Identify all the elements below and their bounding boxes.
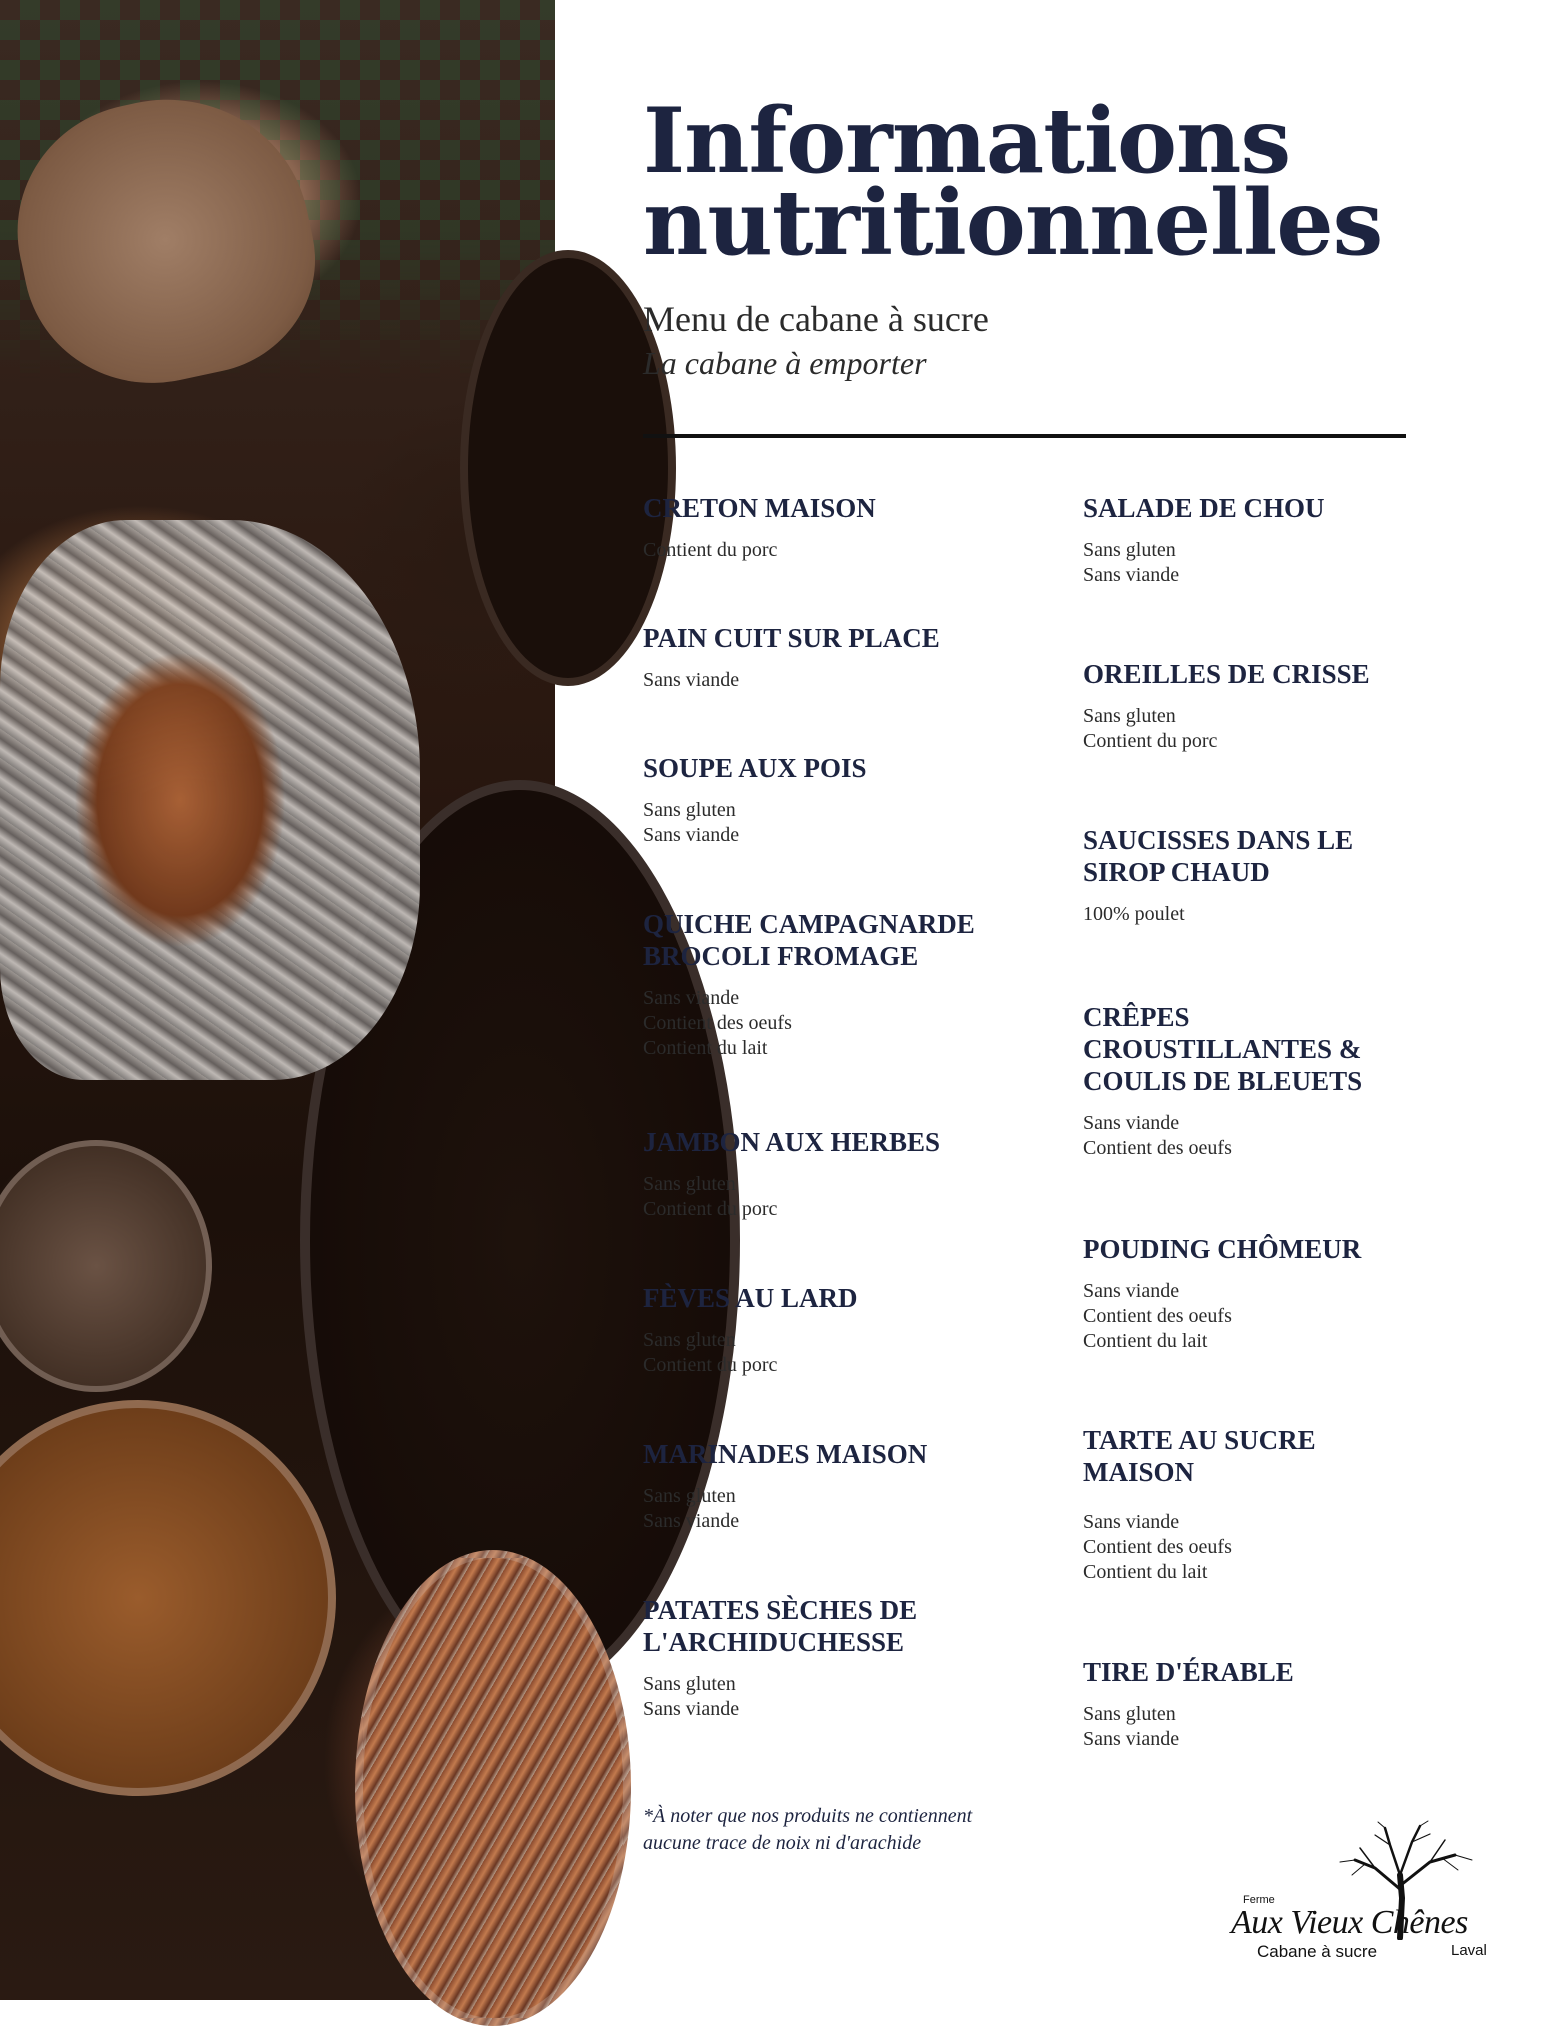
menu-item-tag: Sans viande <box>1083 1728 1180 1750</box>
menu-item-tag: Contient du porc <box>643 539 778 561</box>
menu-item-tag: Contient des oeufs <box>1083 1137 1232 1159</box>
menu-item-name: SOUPE AUX POIS <box>643 753 867 783</box>
menu-item-tag: Sans viande <box>643 987 740 1009</box>
menu-item-name-line: PATATES SÈCHES DE <box>643 1595 918 1625</box>
menu-item <box>1083 824 1503 927</box>
menu-item-tags <box>1083 1111 1503 1161</box>
menu-item-tag: Sans viande <box>1083 1112 1180 1134</box>
menu-item <box>643 622 1063 693</box>
menu-item-tags <box>1083 1510 1503 1585</box>
menu-item-name: JAMBON AUX HERBES <box>643 1127 941 1157</box>
menu-item-tags <box>1083 1279 1503 1354</box>
title-line-2: nutritionnelles <box>643 170 1383 276</box>
menu-item-name-line: COULIS DE BLEUETS <box>1083 1066 1363 1096</box>
foil-wrapped-dish <box>0 520 420 1080</box>
footnote-line-2: aucune trace de noix ni d'arachide <box>643 1832 922 1854</box>
menu-item-tag: Contient des oeufs <box>643 1012 792 1034</box>
menu-item-tag: Sans viande <box>1083 1280 1180 1302</box>
menu-item <box>643 1594 1063 1722</box>
menu-item-tag: Sans gluten <box>1083 539 1176 561</box>
menu-item-tags <box>1083 1702 1503 1752</box>
footnote-line-1: *À noter que nos produits ne contiennent <box>643 1805 973 1827</box>
menu-item-tags <box>643 986 1063 1061</box>
menu-item-name: FÈVES AU LARD <box>643 1283 858 1313</box>
menu-item-tag: Sans viande <box>1083 564 1180 586</box>
menu-item-tags <box>643 798 1063 848</box>
menu-item <box>1083 492 1503 588</box>
subtitle-italic: La cabane à emporter <box>643 345 927 381</box>
menu-item-tag: Sans gluten <box>643 799 736 821</box>
menu-item-tag: Contient du lait <box>643 1037 768 1059</box>
menu-item-tag: Contient du porc <box>643 1354 778 1376</box>
menu-item-name: PAIN CUIT SUR PLACE <box>643 623 940 653</box>
menu-item-name: OREILLES DE CRISSE <box>1083 659 1370 689</box>
menu-item <box>643 752 1063 848</box>
menu-item-name-line: L'ARCHIDUCHESSE <box>643 1627 905 1657</box>
menu-item-tags <box>643 668 1063 693</box>
menu-item-tag: 100% poulet <box>1083 903 1185 925</box>
logo-tagline: Cabane à sucre <box>1257 1942 1378 1961</box>
menu-item <box>1083 1233 1503 1354</box>
farm-logo <box>1225 1820 1505 1970</box>
menu-item-tag: Contient des oeufs <box>1083 1305 1232 1327</box>
menu-item-tags <box>643 538 1063 563</box>
menu-item <box>643 908 1063 1061</box>
logo-place: Laval <box>1451 1942 1487 1959</box>
menu-item-tag: Contient du porc <box>1083 730 1218 752</box>
menu-item-tags <box>643 1328 1063 1378</box>
page-title <box>643 88 1503 276</box>
menu-item <box>643 1438 1063 1534</box>
menu-item-tags <box>1083 704 1503 754</box>
menu-item-name <box>1083 1424 1503 1488</box>
menu-item <box>643 1282 1063 1378</box>
subtitle: Menu de cabane à sucre <box>643 299 989 339</box>
menu-item-name-line: CRÊPES <box>1083 1002 1190 1032</box>
menu-item-tag: Sans gluten <box>643 1485 736 1507</box>
menu-item <box>1083 658 1503 754</box>
menu-item-tags <box>1083 538 1503 588</box>
soup-bowl <box>0 1400 336 1796</box>
menu-item-tag: Contient des oeufs <box>1083 1536 1232 1558</box>
menu-item-name: SALADE DE CHOU <box>1083 493 1325 523</box>
title-line-1: Informations <box>643 88 1291 194</box>
small-bowl <box>0 1140 212 1392</box>
menu-item-tag: Sans viande <box>643 824 740 846</box>
menu-item-tag: Contient du lait <box>1083 1330 1208 1352</box>
menu-item <box>643 492 1063 563</box>
logo-prefix: Ferme <box>1243 1894 1275 1906</box>
coleslaw-bowl <box>355 1550 631 2026</box>
menu-item-tag: Sans gluten <box>643 1673 736 1695</box>
logo-name: Aux Vieux Chênes <box>1231 1904 1468 1941</box>
menu-item-tags <box>643 1484 1063 1534</box>
menu-item <box>1083 1001 1503 1161</box>
menu-item-name-line: MAISON <box>1083 1457 1195 1487</box>
menu-item-name: CRETON MAISON <box>643 493 876 523</box>
menu-item-tag: Contient du lait <box>1083 1561 1208 1583</box>
menu-item-tags <box>643 1672 1063 1722</box>
menu-item-tag: Contient du porc <box>643 1198 778 1220</box>
menu-item-tag: Sans viande <box>643 1510 740 1532</box>
menu-item-name-line: BROCOLI FROMAGE <box>643 941 919 971</box>
menu-item-name <box>1083 1001 1503 1097</box>
menu-item-tag: Sans gluten <box>1083 705 1176 727</box>
menu-item-name-line: QUICHE CAMPAGNARDE <box>643 909 975 939</box>
menu-item-name <box>643 1594 1063 1658</box>
menu-item-tag: Sans gluten <box>1083 1703 1176 1725</box>
menu-item-tag: Sans viande <box>1083 1511 1180 1533</box>
menu-item-name: MARINADES MAISON <box>643 1439 928 1469</box>
menu-item <box>1083 1424 1503 1585</box>
menu-item-tag: Sans gluten <box>643 1329 736 1351</box>
menu-item <box>1083 1656 1503 1752</box>
menu-item <box>643 1126 1063 1222</box>
menu-item-name: TIRE D'ÉRABLE <box>1083 1657 1294 1687</box>
allergen-footnote <box>643 1803 1063 1857</box>
menu-item-tags <box>1083 902 1503 927</box>
menu-item-name-line: SAUCISSES DANS LE <box>1083 825 1354 855</box>
food-photo <box>0 0 555 2000</box>
menu-item-tag: Sans viande <box>643 1698 740 1720</box>
menu-item-name: POUDING CHÔMEUR <box>1083 1234 1362 1264</box>
menu-item-name-line: SIROP CHAUD <box>1083 857 1270 887</box>
menu-item-name-line: CROUSTILLANTES & <box>1083 1034 1362 1064</box>
menu-item-name-line: TARTE AU SUCRE <box>1083 1425 1316 1455</box>
menu-item-tag: Sans gluten <box>643 1173 736 1195</box>
menu-item-name <box>1083 824 1503 888</box>
menu-item-name <box>643 908 1063 972</box>
divider <box>643 434 1406 438</box>
menu-item-tag: Sans viande <box>643 669 740 691</box>
menu-item-tags <box>643 1172 1063 1222</box>
